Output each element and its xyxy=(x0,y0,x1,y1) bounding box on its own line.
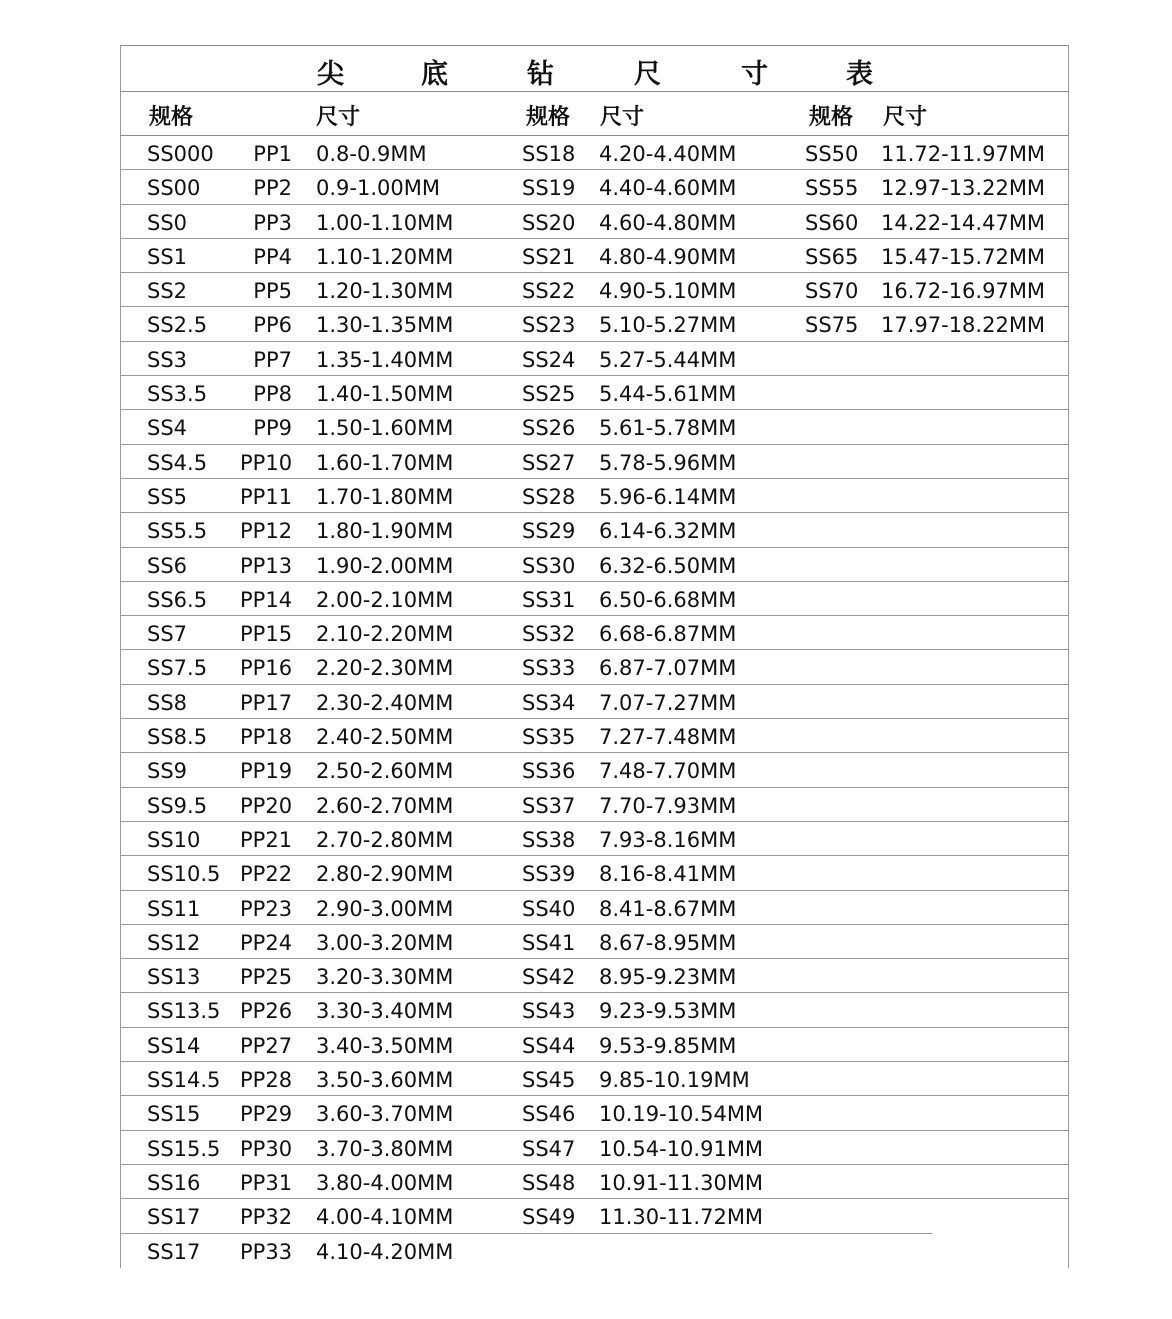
ss-spec-cell: SS0 xyxy=(147,210,188,235)
size-cell-2: 5.27-5.44MM xyxy=(599,347,737,372)
pp-spec-cell: PP14 xyxy=(240,587,293,612)
table-row xyxy=(120,239,1069,273)
size-cell-3: 12.97-13.22MM xyxy=(881,176,1046,201)
size-cell-2: 7.70-7.93MM xyxy=(599,793,737,818)
table-row xyxy=(120,1096,1069,1130)
pp-spec-cell: PP24 xyxy=(240,930,293,955)
table-row xyxy=(120,1165,1069,1199)
ss-spec-cell-3: SS70 xyxy=(805,279,859,304)
table-row xyxy=(120,753,1069,787)
size-cell-2: 7.27-7.48MM xyxy=(599,725,737,750)
ss-spec-cell-3: SS55 xyxy=(805,176,859,201)
ss-spec-cell-2: SS32 xyxy=(522,622,576,647)
size-cell-2: 4.20-4.40MM xyxy=(599,142,737,166)
size-cell: 4.10-4.20MM xyxy=(316,1239,454,1264)
size-chart-table xyxy=(120,45,1069,1268)
ss-spec-cell: SS3.5 xyxy=(147,382,208,407)
size-cell: 3.30-3.40MM xyxy=(316,999,454,1024)
pp-spec-cell: PP3 xyxy=(253,210,292,235)
ss-spec-cell-2: SS24 xyxy=(522,347,576,372)
table-row xyxy=(120,307,1069,341)
table-row xyxy=(120,891,1069,925)
ss-spec-cell: SS5 xyxy=(147,484,188,509)
header-spec-1: 规格 xyxy=(149,105,194,130)
ss-spec-cell-3: SS75 xyxy=(805,313,859,338)
size-cell-2: 7.93-8.16MM xyxy=(599,827,737,852)
ss-spec-cell-3: SS60 xyxy=(805,210,859,235)
header-spec-2: 规格 xyxy=(526,105,571,130)
ss-spec-cell: SS13.5 xyxy=(147,999,221,1024)
table-row xyxy=(120,136,1069,170)
title-char-3: 钻 xyxy=(527,59,554,90)
ss-spec-cell-2: SS30 xyxy=(522,553,576,578)
ss-spec-cell-2: SS37 xyxy=(522,793,576,818)
size-cell-2: 10.91-11.30MM xyxy=(599,1170,764,1195)
size-cell: 3.20-3.30MM xyxy=(316,965,454,990)
size-cell-2: 4.40-4.60MM xyxy=(599,176,737,201)
ss-spec-cell: SS12 xyxy=(147,930,201,955)
size-cell-2: 6.68-6.87MM xyxy=(599,622,737,647)
table-row xyxy=(120,1062,1069,1096)
size-cell: 3.40-3.50MM xyxy=(316,1033,454,1058)
size-cell: 3.00-3.20MM xyxy=(316,930,454,955)
ss-spec-cell-2: SS44 xyxy=(522,1033,576,1058)
header-size-1: 尺寸 xyxy=(316,105,361,130)
table-row xyxy=(120,342,1069,376)
ss-spec-cell: SS4 xyxy=(147,416,188,441)
size-cell-2: 6.87-7.07MM xyxy=(599,656,737,681)
table-title-row xyxy=(120,45,1069,92)
pp-spec-cell: PP1 xyxy=(253,142,292,166)
size-cell-3: 17.97-18.22MM xyxy=(881,313,1046,338)
table-row xyxy=(120,719,1069,753)
ss-spec-cell-2: SS23 xyxy=(522,313,576,338)
table-header-row xyxy=(120,92,1069,136)
size-cell-2: 7.48-7.70MM xyxy=(599,759,737,784)
ss-spec-cell: SS5.5 xyxy=(147,519,208,544)
ss-spec-cell-2: SS38 xyxy=(522,827,576,852)
ss-spec-cell-2: SS19 xyxy=(522,176,576,201)
pp-spec-cell: PP8 xyxy=(253,382,292,407)
size-cell-2: 10.19-10.54MM xyxy=(599,1102,764,1127)
size-cell: 1.80-1.90MM xyxy=(316,519,454,544)
ss-spec-cell: SS00 xyxy=(147,176,201,201)
pp-spec-cell: PP30 xyxy=(240,1136,293,1161)
ss-spec-cell: SS000 xyxy=(147,142,214,166)
pp-spec-cell: PP11 xyxy=(240,484,293,509)
table-row xyxy=(120,616,1069,650)
size-cell: 2.80-2.90MM xyxy=(316,862,454,887)
table-row xyxy=(120,1234,932,1268)
size-cell-2: 11.30-11.72MM xyxy=(599,1205,764,1230)
ss-spec-cell: SS6.5 xyxy=(147,587,208,612)
size-cell: 3.60-3.70MM xyxy=(316,1102,454,1127)
size-cell: 3.70-3.80MM xyxy=(316,1136,454,1161)
ss-spec-cell-2: SS29 xyxy=(522,519,576,544)
ss-spec-cell-2: SS27 xyxy=(522,450,576,475)
pp-spec-cell: PP10 xyxy=(240,450,293,475)
size-cell: 2.40-2.50MM xyxy=(316,725,454,750)
size-cell: 2.90-3.00MM xyxy=(316,896,454,921)
size-cell-3: 11.72-11.97MM xyxy=(881,142,1046,166)
pp-spec-cell: PP23 xyxy=(240,896,293,921)
pp-spec-cell: PP16 xyxy=(240,656,293,681)
size-cell-2: 5.61-5.78MM xyxy=(599,416,737,441)
ss-spec-cell: SS13 xyxy=(147,965,201,990)
header-size-2: 尺寸 xyxy=(600,105,645,130)
table-row xyxy=(120,822,1069,856)
size-cell: 1.20-1.30MM xyxy=(316,279,454,304)
ss-spec-cell-2: SS36 xyxy=(522,759,576,784)
size-cell: 2.70-2.80MM xyxy=(316,827,454,852)
title-char-1: 尖 xyxy=(317,59,344,90)
table-row xyxy=(120,376,1069,410)
pp-spec-cell: PP19 xyxy=(240,759,293,784)
size-cell: 3.80-4.00MM xyxy=(316,1170,454,1195)
ss-spec-cell-2: SS47 xyxy=(522,1136,576,1161)
ss-spec-cell: SS15 xyxy=(147,1102,201,1127)
ss-spec-cell-2: SS42 xyxy=(522,965,576,990)
ss-spec-cell: SS8.5 xyxy=(147,725,208,750)
size-cell-2: 9.53-9.85MM xyxy=(599,1033,737,1058)
table-body xyxy=(120,136,1069,1268)
size-cell-2: 6.32-6.50MM xyxy=(599,553,737,578)
pp-spec-cell: PP7 xyxy=(253,347,292,372)
header-spec-3: 规格 xyxy=(809,105,854,130)
title-char-6: 表 xyxy=(846,59,873,90)
ss-spec-cell: SS17 xyxy=(147,1239,201,1264)
table-row xyxy=(120,925,1069,959)
table-row xyxy=(120,445,1069,479)
table-row xyxy=(120,170,1069,204)
ss-spec-cell: SS17 xyxy=(147,1205,201,1230)
size-cell-2: 8.16-8.41MM xyxy=(599,862,737,887)
ss-spec-cell: SS9 xyxy=(147,759,188,784)
ss-spec-cell-2: SS43 xyxy=(522,999,576,1024)
ss-spec-cell-2: SS46 xyxy=(522,1102,576,1127)
pp-spec-cell: PP13 xyxy=(240,553,293,578)
size-cell: 1.10-1.20MM xyxy=(316,244,454,269)
ss-spec-cell: SS16 xyxy=(147,1170,201,1195)
ss-spec-cell-2: SS33 xyxy=(522,656,576,681)
size-cell-3: 14.22-14.47MM xyxy=(881,210,1046,235)
size-cell: 2.10-2.20MM xyxy=(316,622,454,647)
size-cell-2: 7.07-7.27MM xyxy=(599,690,737,715)
ss-spec-cell: SS4.5 xyxy=(147,450,208,475)
pp-spec-cell: PP25 xyxy=(240,965,293,990)
ss-spec-cell-3: SS50 xyxy=(805,142,859,166)
pp-spec-cell: PP12 xyxy=(240,519,293,544)
table-row xyxy=(120,273,1069,307)
size-cell-2: 8.95-9.23MM xyxy=(599,965,737,990)
pp-spec-cell: PP4 xyxy=(253,244,292,269)
ss-spec-cell: SS2.5 xyxy=(147,313,208,338)
ss-spec-cell: SS10.5 xyxy=(147,862,221,887)
ss-spec-cell: SS10 xyxy=(147,827,201,852)
pp-spec-cell: PP9 xyxy=(253,416,292,441)
size-cell: 1.90-2.00MM xyxy=(316,553,454,578)
size-cell: 1.00-1.10MM xyxy=(316,210,454,235)
table-row xyxy=(120,205,1069,239)
size-cell-2: 5.78-5.96MM xyxy=(599,450,737,475)
pp-spec-cell: PP15 xyxy=(240,622,293,647)
pp-spec-cell: PP27 xyxy=(240,1033,293,1058)
pp-spec-cell: PP21 xyxy=(240,827,293,852)
pp-spec-cell: PP32 xyxy=(240,1205,293,1230)
ss-spec-cell-2: SS28 xyxy=(522,484,576,509)
size-cell-2: 9.23-9.53MM xyxy=(599,999,737,1024)
pp-spec-cell: PP28 xyxy=(240,1068,293,1093)
title-char-2: 底 xyxy=(421,59,448,90)
size-cell: 2.60-2.70MM xyxy=(316,793,454,818)
ss-spec-cell: SS14 xyxy=(147,1033,201,1058)
pp-spec-cell: PP33 xyxy=(240,1239,293,1264)
ss-spec-cell-3: SS65 xyxy=(805,244,859,269)
size-cell-2: 9.85-10.19MM xyxy=(599,1068,750,1093)
ss-spec-cell: SS7.5 xyxy=(147,656,208,681)
size-cell: 3.50-3.60MM xyxy=(316,1068,454,1093)
size-cell: 0.8-0.9MM xyxy=(316,142,427,166)
size-cell-2: 6.14-6.32MM xyxy=(599,519,737,544)
ss-spec-cell: SS15.5 xyxy=(147,1136,221,1161)
size-cell-2: 5.96-6.14MM xyxy=(599,484,737,509)
size-cell: 1.40-1.50MM xyxy=(316,382,454,407)
pp-spec-cell: PP26 xyxy=(240,999,293,1024)
size-cell: 1.35-1.40MM xyxy=(316,347,454,372)
size-cell-3: 15.47-15.72MM xyxy=(881,244,1046,269)
ss-spec-cell-2: SS21 xyxy=(522,244,576,269)
ss-spec-cell-2: SS31 xyxy=(522,587,576,612)
pp-spec-cell: PP18 xyxy=(240,725,293,750)
size-cell-3: 16.72-16.97MM xyxy=(881,279,1046,304)
ss-spec-cell: SS2 xyxy=(147,279,188,304)
ss-spec-cell-2: SS45 xyxy=(522,1068,576,1093)
ss-spec-cell-2: SS22 xyxy=(522,279,576,304)
size-cell: 1.50-1.60MM xyxy=(316,416,454,441)
size-cell-2: 8.41-8.67MM xyxy=(599,896,737,921)
table-row xyxy=(120,479,1069,513)
table-row xyxy=(120,1131,1069,1165)
size-cell-2: 4.90-5.10MM xyxy=(599,279,737,304)
size-cell-2: 8.67-8.95MM xyxy=(599,930,737,955)
table-row xyxy=(120,410,1069,444)
size-cell-2: 10.54-10.91MM xyxy=(599,1136,764,1161)
size-cell: 2.30-2.40MM xyxy=(316,690,454,715)
table-row xyxy=(120,788,1069,822)
ss-spec-cell-2: SS35 xyxy=(522,725,576,750)
ss-spec-cell: SS14.5 xyxy=(147,1068,221,1093)
ss-spec-cell-2: SS41 xyxy=(522,930,576,955)
ss-spec-cell-2: SS25 xyxy=(522,382,576,407)
pp-spec-cell: PP17 xyxy=(240,690,293,715)
pp-spec-cell: PP20 xyxy=(240,793,293,818)
title-char-5: 寸 xyxy=(741,59,768,90)
size-cell: 1.30-1.35MM xyxy=(316,313,454,338)
pp-spec-cell: PP22 xyxy=(240,862,293,887)
ss-spec-cell-2: SS18 xyxy=(522,142,576,166)
table-row xyxy=(120,513,1069,547)
table-row xyxy=(120,1028,1069,1062)
ss-spec-cell-2: SS48 xyxy=(522,1170,576,1195)
ss-spec-cell-2: SS26 xyxy=(522,416,576,441)
pp-spec-cell: PP31 xyxy=(240,1170,293,1195)
ss-spec-cell: SS3 xyxy=(147,347,188,372)
table-row xyxy=(120,959,1069,993)
size-cell-2: 5.44-5.61MM xyxy=(599,382,737,407)
table-row xyxy=(120,548,1069,582)
ss-spec-cell: SS1 xyxy=(147,244,188,269)
size-cell: 4.00-4.10MM xyxy=(316,1205,454,1230)
table-row xyxy=(120,856,1069,890)
ss-spec-cell: SS8 xyxy=(147,690,188,715)
pp-spec-cell: PP5 xyxy=(253,279,292,304)
pp-spec-cell: PP2 xyxy=(253,176,292,201)
table-row xyxy=(120,993,1069,1027)
size-cell: 2.20-2.30MM xyxy=(316,656,454,681)
ss-spec-cell-2: SS34 xyxy=(522,690,576,715)
table-row xyxy=(120,685,1069,719)
size-cell: 0.9-1.00MM xyxy=(316,176,440,201)
table-row xyxy=(120,1199,932,1233)
header-size-3: 尺寸 xyxy=(883,105,928,130)
ss-spec-cell-2: SS39 xyxy=(522,862,576,887)
pp-spec-cell: PP29 xyxy=(240,1102,293,1127)
title-char-4: 尺 xyxy=(634,59,661,90)
size-cell-2: 5.10-5.27MM xyxy=(599,313,737,338)
ss-spec-cell-2: SS20 xyxy=(522,210,576,235)
size-cell: 1.70-1.80MM xyxy=(316,484,454,509)
ss-spec-cell-2: SS40 xyxy=(522,896,576,921)
ss-spec-cell: SS6 xyxy=(147,553,188,578)
ss-spec-cell: SS11 xyxy=(147,896,201,921)
size-cell: 1.60-1.70MM xyxy=(316,450,454,475)
pp-spec-cell: PP6 xyxy=(253,313,292,338)
ss-spec-cell: SS9.5 xyxy=(147,793,208,818)
size-cell-2: 4.80-4.90MM xyxy=(599,244,737,269)
ss-spec-cell-2: SS49 xyxy=(522,1205,576,1230)
size-cell: 2.50-2.60MM xyxy=(316,759,454,784)
size-cell-2: 6.50-6.68MM xyxy=(599,587,737,612)
table-row xyxy=(120,582,1069,616)
size-cell-2: 4.60-4.80MM xyxy=(599,210,737,235)
ss-spec-cell: SS7 xyxy=(147,622,188,647)
table-row xyxy=(120,650,1069,684)
size-cell: 2.00-2.10MM xyxy=(316,587,454,612)
